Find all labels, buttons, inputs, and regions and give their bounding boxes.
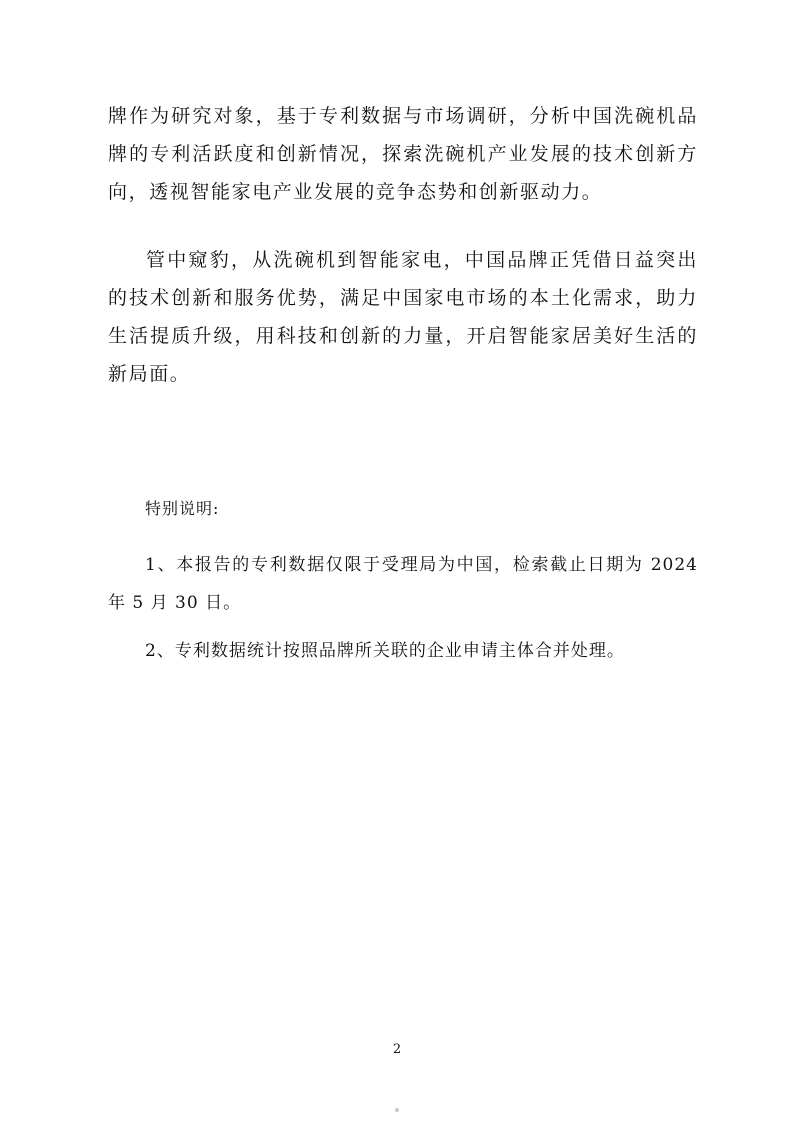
special-note-item-2: 2、专利数据统计按照品牌所关联的企业申请主体合并处理。 (145, 641, 625, 661)
body-paragraph-1: 牌作为研究对象，基于专利数据与市场调研，分析中国洗碗机品牌的专利活跃度和创新情况，探索洗碗机产业发展的技术创新方向，透视智能家电产业发展的竞争态势和创新驱动力。 (108, 105, 698, 203)
body-paragraph-2: 管中窥豹，从洗碗机到智能家电，中国品牌正凭借日益突出的技术创新和服务优势，满足中国家电市场的本土化需求，助力生活提质升级，用科技和创新的力量，开启智能家居美好生活的新局面。 (108, 249, 698, 385)
page-number: 2 (392, 1042, 402, 1057)
special-note-item-1: 1、本报告的专利数据仅限于受理局为中国，检索截止日期为 2024 年 5 月 30 日。 (108, 555, 698, 613)
special-note-title: 特别说明: (145, 499, 220, 518)
footer-dot-mark (395, 1108, 399, 1112)
